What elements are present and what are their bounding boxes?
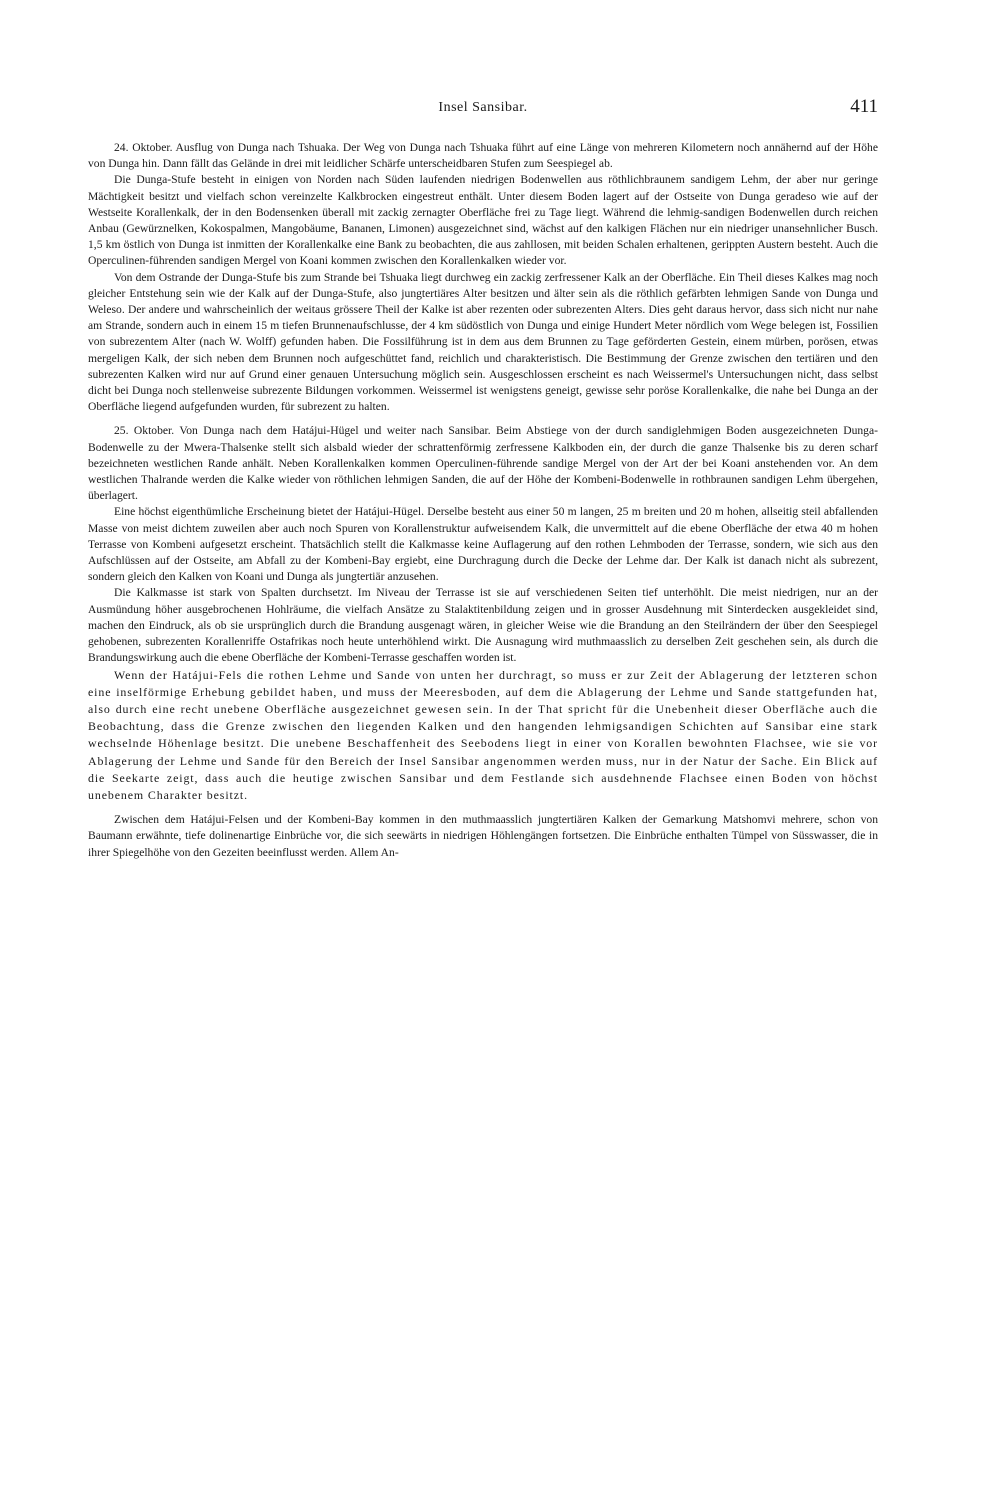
- paragraph-matshomvi: Zwischen dem Hatájui-Felsen und der Kombeni-Bay kommen in den muthmaasslich jungtertiären Kalken der Gemarkung Matshomvi mehrere, schon von Baumann erwähnte, tiefe dolinenartige Einbrüche vor, die sich seewärts in niedrigen Höhlengängen fortsetzen. Die Einbrüche enthalten Tümpel von Süsswasser, die in ihrer Spiegelhöhe von den Gezeiten beeinflusst werden. Allem An-: [88, 813, 878, 859]
- paragraph-dunga-stufe: Die Dunga-Stufe besteht in einigen von Norden nach Süden laufenden niedrigen Bodenwellen aus röthlichbraunem sandigem Lehm, der aber nur geringe Mächtigkeit besitzt und vielfach schon vereinzelte Kalkbrocken eingestreut enthält. Unter diesem Boden lagert auf der Ostseite von Dunga geradeso wie auf der Westseite Korallenkalk, der in den Bodensenken überall mit zackig zernagter Oberfläche frei zu Tage liegt. Während die lehmig-sandigen Bodenwellen durch reichen Anbau (Gewürznelken, Kokospalmen, Mangobäume, Bananen, Limonen) ausgezeichnet sind, wächst auf den kalkigen Flächen nur ein niedriger unansehnlicher Busch. 1,5 km östlich von Dunga ist inmitten der Korallenkalke eine Bank zu beobachten, die aus zahllosen, mit beiden Schalen erhaltenen, gerippten Austern besteht. Auch die Operculinen-führenden sandigen Mergel von Koani kommen zwischen den Korallenkalken wieder vor.: [88, 173, 878, 268]
- paragraph-kalkmasse: Die Kalkmasse ist stark von Spalten durchsetzt. Im Niveau der Terrasse ist sie auf verschiedenen Seiten tief unterhöhlt. Die meist niedrigen, nur an der Ausmündung höher ausgebrochenen Hohlräume, die vielfach Ansätze zu Stalaktitenbildung zeigen und in grosser Ausdehnung mit Sinterdecken ausgekleidet sind, machen den Eindruck, als ob sie ursprünglich durch die Brandung ausgenagt wären, in gleicher Weise wie die Brandung an den Steilrändern der über den Seespiegel gehobenen, subrezenten Korallenriffe Ostafrikas noch heute unterhöhlend wirkt. Die Ausnagung wird muthmaasslich zu derselben Zeit geschehen sein, als durch die Brandungswirkung auch die ebene Oberfläche der Kombeni-Terrasse geschaffen worden ist.: [88, 586, 878, 665]
- paragraph-oct24-intro: 24. Oktober. Ausflug von Dunga nach Tshuaka. Der Weg von Dunga nach Tshuaka führt auf eine Länge von mehreren Kilometern noch annähernd auf der Höhe von Dunga hin. Dann fällt das Gelände in drei mit leidlicher Schärfe unterscheidbaren Stufen zum Seespiegel ab.: [88, 141, 878, 171]
- paragraph-oct25-intro: 25. Oktober. Von Dunga nach dem Hatájui-Hügel und weiter nach Sansibar. Beim Abstiege von der durch sandiglehmigen Boden ausgezeichneten Dunga-Bodenwelle zu der Mwera-Thalsenke stellt sich alsbald wieder der schrattenförmig zerfressene Kalkboden ein, der durch die ganze Thalsenke bis zu deren scharf bezeichneten westlichen Rande anhält. Neben Korallenkalken kommen Operculinen-führende sandige Mergel von der Art der bei Koani anstehenden vor. An dem westlichen Thalrande werden die Kalke wieder von röthlichen lehmigen Sanden, die auf der Höhe der Kombeni-Bodenwelle in rothbraunen sandigen Lehm übergehen, überlagert.: [88, 424, 878, 503]
- paragraph-hatajui-fels: Wenn der Hatájui-Fels die rothen Lehme und Sande von unten her durchragt, so muss er zur Zeit der Ablagerung der letzteren schon eine inselförmige Erhebung gebildet haben, und muss der Meeresboden, auf dem die Ablagerung der Lehme und Sande stattgefunden hat, also durch eine recht unebene Oberfläche ausgezeichnet gewesen sein. In der That spricht für die Unebenheit dieser Oberfläche auch die Beobachtung, dass die Grenze zwischen den liegenden Kalken und den hangenden lehmigsandigen Schichten auf Sansibar eine stark wechselnde Höhenlage besitzt. Die unebene Beschaffenheit des Seebodens liegt in einer von Korallen bewohnten Flachsee, wie sie vor Ablagerung der Lehme und Sande für den Bereich der Insel Sansibar angenommen werden muss, nur in der Natur der Sache. Ein Blick auf die Seekarte zeigt, dass auch die heutige zwischen Sansibar und dem Festlande sich ausdehnende Flachsee einen Boden von höchst unebenem Charakter besitzt.: [88, 667, 878, 802]
- page-header: [88, 96, 878, 140]
- paragraph-ostrande: Von dem Ostrande der Dunga-Stufe bis zum Strande bei Tshuaka liegt durchweg ein zackig zerfressener Kalk an der Oberfläche. Ein Theil dieses Kalkes mag noch gleicher Entstehung sein wie der Kalk auf der Dunga-Stufe, also jungtertiäres Alter besitzen und älter sein als die röthlich gefärbten lehmigen Sande von Dunga und Weleso. Der andere und wahrscheinlich der weitaus grössere Theil der Kalke ist aber rezenten oder subrezenten Alters. Dies geht daraus hervor, dass sich nicht nur nahe am Strande, sondern auch in einem 15 m tiefen Brunnenaufschlusse, der 4 km südöstlich von Dunga und einige Hundert Meter nördlich vom Wege belegen ist, Fossilien von subrezentem Alter (nach W. Wolff) gefunden haben. Die Fossilführung ist in dem aus dem Brunnen zu Tage geförderten Gestein, einem mürben, porösen, etwas mergeligen Kalk, der sich neben dem Brunnen noch aufgeschüttet fand, reichlich und charakteristisch. Die Bestimmung der Grenze zwischen den tertiären und den subrezenten Kalken wird nur auf Grund einer genauen Untersuchung möglich sein. Ausgeschlossen erscheint es nach Weissermel's Untersuchungen nicht, dass selbst dicht bei Dunga noch stellenweise subrezente Bildungen vorkommen. Weissermel ist wenigstens geneigt, gewisse sehr poröse Korallenkalke, die nahe bei Dunga an der Oberfläche liegend aufgefunden wurden, für subrezent zu halten.: [88, 270, 878, 414]
- document-page: [88, 96, 878, 1480]
- page-number: 411: [850, 96, 878, 117]
- paragraph-hatajui-huegel: Eine höchst eigenthümliche Erscheinung bietet der Hatájui-Hügel. Derselbe besteht aus einer 50 m langen, 25 m breiten und 20 m hohen, allseitig steil abfallenden Masse von meist dichtem zuweilen aber auch noch Spuren von Korallenstruktur aufweisendem Kalk, die unvermittelt auf die ebene Oberfläche der etwa 40 m hohen Terrasse von Kombeni aufgesetzt erscheint. Thatsächlich stellt die Kalkmasse keine Auflagerung auf den rothen Lehmboden der Terrasse, sondern, wie sich aus den Aufschlüssen auf der Ostseite, am Abfall zu der Kombeni-Bay ergiebt, eine Durchragung durch die Decke der Lehme dar. Der Kalk ist danach nicht als subrezent, sondern gleich den Kalken von Koani und Dunga als jungtertiär anzusehen.: [88, 505, 878, 584]
- running-title: Insel Sansibar.: [438, 100, 528, 115]
